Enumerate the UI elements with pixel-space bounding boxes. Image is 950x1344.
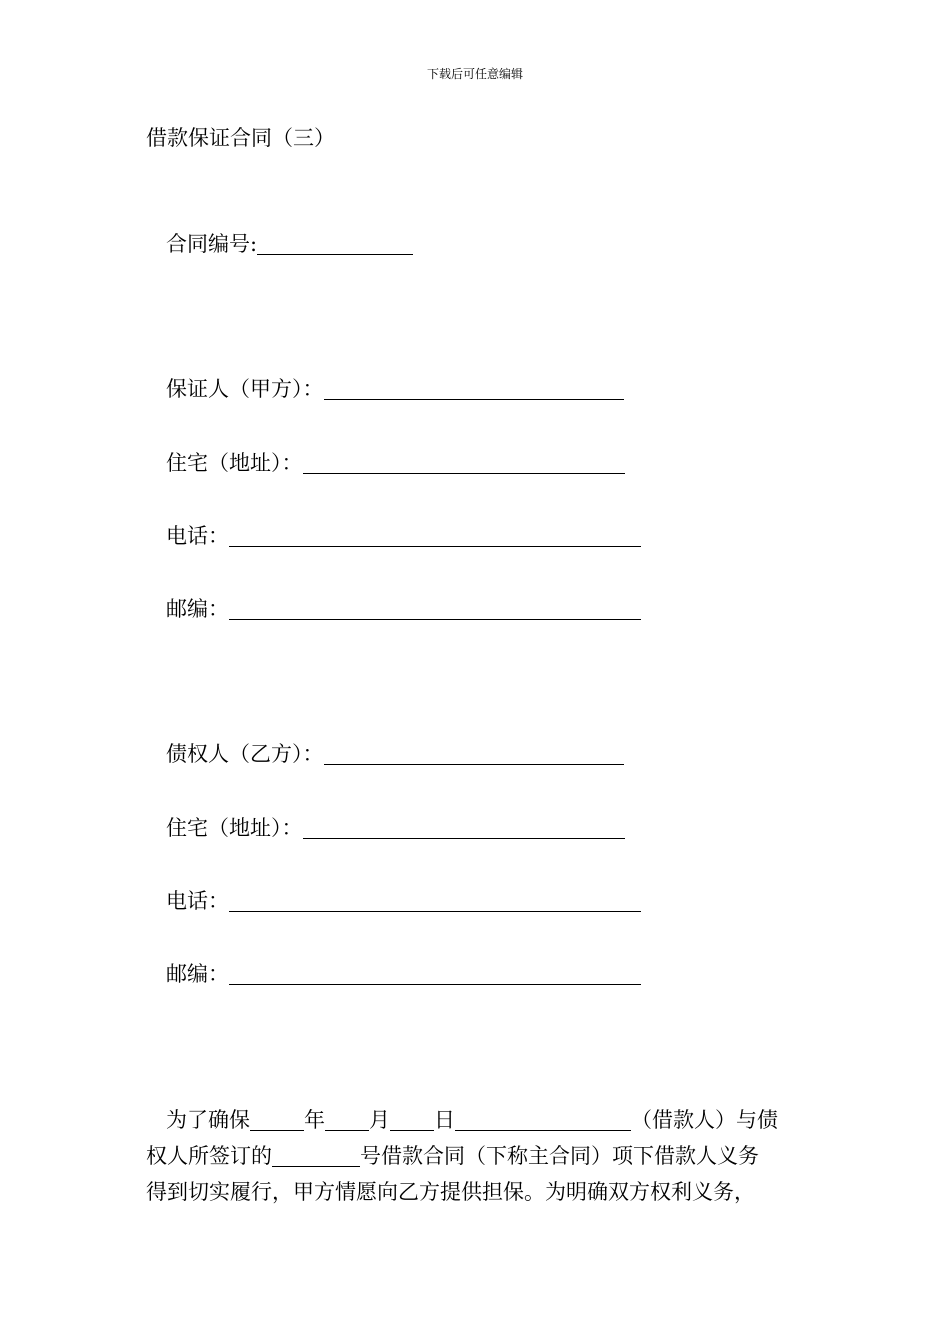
header-note: 下载后可任意编辑 [426, 67, 523, 81]
guarantor-postcode-blank [229, 618, 641, 620]
body-text: 号借款合同（下称主合同）项下借款人义务 [360, 1144, 759, 1168]
contract-number-field [166, 230, 413, 258]
guarantor-phone-blank [229, 545, 641, 547]
creditor-postcode-label: 邮编： [166, 962, 229, 986]
body-line-3 [146, 1174, 806, 1210]
guarantor-postcode-label: 邮编： [166, 597, 229, 621]
creditor-phone-field [166, 887, 641, 915]
guarantor-party-field [166, 375, 624, 403]
body-paragraph [146, 1102, 806, 1210]
loan-contract-number-blank [272, 1144, 360, 1167]
borrower-blank [455, 1108, 631, 1131]
creditor-postcode-field [166, 960, 641, 988]
guarantor-party-label: 保证人（甲方）： [166, 377, 324, 401]
body-text: （借款人）与债 [631, 1108, 778, 1132]
creditor-address-blank [303, 837, 625, 839]
body-text: 权人所签订的 [146, 1144, 272, 1168]
creditor-address-field [166, 814, 625, 842]
guarantor-phone-field [166, 522, 641, 550]
creditor-party-field [166, 740, 624, 768]
body-text: 为了确保 [166, 1108, 250, 1132]
creditor-party-blank [324, 763, 624, 765]
creditor-phone-blank [229, 910, 641, 912]
guarantor-party-blank [324, 398, 624, 400]
body-text: 得到切实履行，甲方情愿向乙方提供担保。为明确双方权利义务， [146, 1180, 755, 1204]
document-title: 借款保证合同（三） [146, 126, 335, 150]
guarantor-address-blank [303, 472, 625, 474]
body-line-1 [146, 1102, 806, 1138]
year-blank [250, 1108, 304, 1131]
creditor-party-label: 债权人（乙方）： [166, 742, 324, 766]
guarantor-address-field [166, 449, 625, 477]
guarantor-postcode-field [166, 595, 641, 623]
creditor-address-label: 住宅（地址）： [166, 816, 303, 840]
contract-number-blank [257, 253, 413, 255]
creditor-phone-label: 电话： [166, 889, 229, 913]
guarantor-address-label: 住宅（地址）： [166, 451, 303, 475]
body-text: 月 [369, 1108, 390, 1132]
body-text: 年 [304, 1108, 325, 1132]
guarantor-phone-label: 电话： [166, 524, 229, 548]
body-line-2 [146, 1138, 806, 1174]
creditor-postcode-blank [229, 983, 641, 985]
month-blank [325, 1108, 369, 1131]
day-blank [390, 1108, 434, 1131]
contract-number-label: 合同编号: [166, 232, 258, 256]
body-text: 日 [434, 1108, 455, 1132]
